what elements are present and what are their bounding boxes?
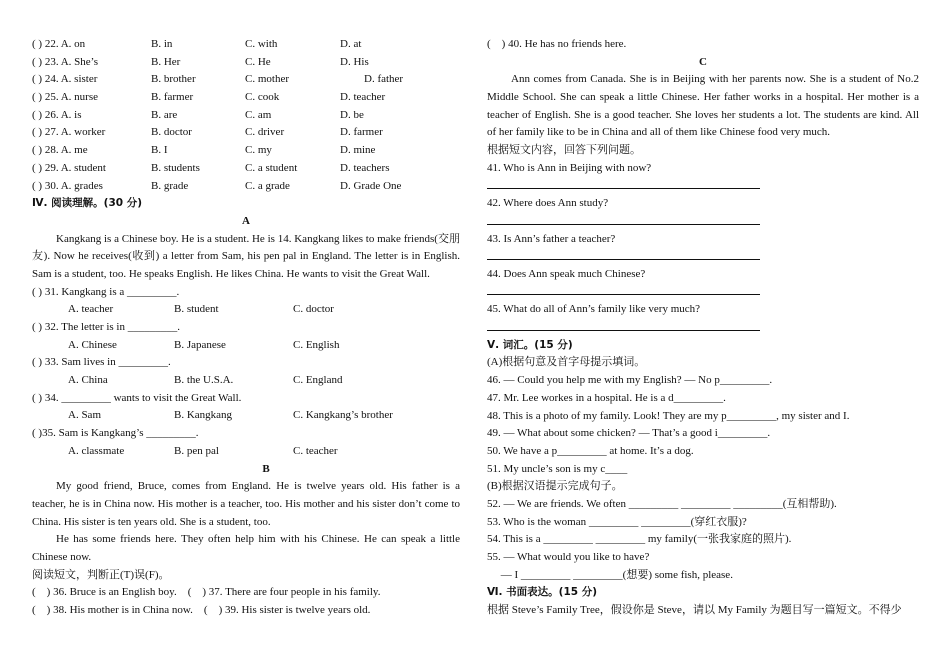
cloze-row: [32, 89, 460, 107]
cloze-question: ( ) 29. A. student: [32, 161, 106, 174]
passage-b-text-1: My good friend, Bruce, comes from England. He is twelve years old. His father is a teacher, he is in China now. His mother is a teacher, too. His mother and his sister don’t come to China. His sister is ten years old. She is a student, too.: [32, 480, 460, 528]
cloze-option-b: B. Her: [151, 55, 181, 68]
left-column: [32, 36, 460, 620]
vocab-item: 54. This is a _________ _________ my family(一张我家庭的照片).: [487, 533, 792, 546]
cloze-option-b: B. in: [151, 38, 173, 50]
cloze-option-b: B. brother: [151, 73, 196, 86]
option-c: C. English: [293, 338, 340, 351]
passage-a-title: A: [242, 214, 250, 227]
cloze-question: ( ) 22. A. on: [32, 38, 86, 50]
short-answer-question: 44. Does Ann speak much Chinese?: [487, 268, 646, 280]
cloze-row: [32, 142, 460, 160]
short-answer-question: 45. What do all of Ann’s family like very much?: [487, 303, 701, 316]
passage-c-title: C: [699, 55, 707, 68]
vocab-part-a-instruction: (A)根据句意及首字母提示填词。: [487, 356, 646, 369]
cloze-row: [32, 54, 460, 72]
cloze-options: [32, 36, 460, 195]
section-5-heading: Ⅴ. 词汇。(15 分): [487, 338, 573, 351]
cloze-question: ( ) 26. A. is: [32, 108, 82, 121]
cloze-option-c: C. with: [245, 38, 278, 50]
section-4-heading: Ⅳ. 阅读理解。(30 分): [32, 197, 143, 210]
cloze-option-b: B. grade: [151, 179, 189, 192]
cloze-option-c: C. a student: [245, 161, 298, 174]
option-a: A. Sam: [68, 409, 101, 422]
vocab-item: 50. We have a p_________ at home. It’s a dog.: [487, 444, 694, 457]
vocab-item: 47. Mr. Lee workes in a hospital. He is a d_________.: [487, 391, 726, 404]
cloze-option-c: C. mother: [245, 73, 289, 86]
cloze-option-d: D. mine: [340, 144, 376, 157]
option-b: B. student: [174, 303, 219, 316]
right-column: [487, 36, 919, 620]
option-c: C. England: [293, 374, 343, 387]
option-b: B. Kangkang: [174, 409, 233, 422]
vocab-item: 53. Who is the woman _________ _________(穿红衣服)?: [487, 515, 747, 528]
cloze-option-d: D. His: [340, 55, 369, 68]
passage-b-instruction: 阅读短文，判断正(T)误(F)。: [32, 568, 170, 581]
cloze-option-b: B. I: [151, 144, 168, 157]
answer-line: [487, 319, 919, 337]
cloze-option-b: B. are: [151, 108, 178, 121]
tf-question-38-39: ( ) 38. His mother is in China now. ( ) 39. His sister is twelve years old.: [32, 604, 371, 617]
vocab-item: 55. — What would you like to have?: [487, 551, 650, 563]
vocab-item: 46. — Could you help me with my English? — No p_________.: [487, 374, 773, 387]
cloze-row: [32, 160, 460, 178]
cloze-option-b: B. farmer: [151, 91, 194, 104]
cloze-question: ( ) 28. A. me: [32, 144, 88, 157]
cloze-question: ( ) 23. A. She’s: [32, 55, 98, 68]
option-a: A. classmate: [68, 444, 125, 457]
passage-a-text: Kangkang is a Chinese boy. He is a student. He is 14. Kangkang likes to make friends(交朋友). Now he receives(收到) a letter from Sam, his pen pal in England. The letter is in English. Sam is a student, too. He speaks English. He likes China. He wants to visit the Great Wall.: [32, 232, 460, 280]
option-a: A. China: [68, 374, 108, 387]
cloze-option-b: B. doctor: [151, 126, 192, 139]
option-b: B. pen pal: [174, 444, 219, 457]
cloze-option-d: D. father: [364, 73, 404, 86]
cloze-option-d: D. teacher: [340, 91, 386, 104]
vocab-part-a-items: [487, 372, 919, 478]
tf-question-40: ( ) 40. He has no friends here.: [487, 38, 627, 50]
cloze-row: [32, 36, 460, 54]
passage-b-text-2: He has some friends here. They often help him with his Chinese. He can speak a little Chinese now.: [32, 533, 460, 564]
cloze-question: ( ) 27. A. worker: [32, 126, 106, 139]
section-6-heading: Ⅵ. 书面表达。(15 分): [487, 586, 598, 599]
question-stem: ( )35. Sam is Kangkang’s _________.: [32, 427, 199, 440]
cloze-row: [32, 71, 460, 89]
passage-a-questions: [32, 284, 460, 461]
cloze-option-d: D. at: [340, 38, 362, 50]
cloze-question: ( ) 25. A. nurse: [32, 91, 98, 104]
cloze-option-b: B. students: [151, 161, 200, 174]
question-stem: ( ) 34. _________ wants to visit the Great Wall.: [32, 391, 242, 404]
answer-options: [32, 443, 460, 461]
cloze-row: [32, 178, 460, 196]
short-answer-question: 42. Where does Ann study?: [487, 197, 609, 210]
short-answer-question: 43. Is Ann’s father a teacher?: [487, 232, 616, 245]
cloze-question: ( ) 24. A. sister: [32, 73, 98, 86]
cloze-question: ( ) 30. A. grades: [32, 179, 103, 192]
answer-line: [487, 248, 919, 266]
option-c: C. teacher: [293, 444, 338, 457]
answer-line: [487, 213, 919, 231]
cloze-option-c: C. cook: [245, 91, 280, 104]
cloze-option-c: C. He: [245, 55, 271, 68]
option-a: A. Chinese: [68, 338, 117, 351]
answer-options: [32, 407, 460, 425]
short-answer-question: 41. Who is Ann in Beijing with now?: [487, 161, 652, 174]
cloze-option-d: D. teachers: [340, 161, 390, 174]
cloze-row: [32, 124, 460, 142]
option-b: B. the U.S.A.: [174, 374, 234, 387]
answer-line: [487, 284, 919, 302]
passage-c-instruction: 根据短文内容，回答下列问题。: [487, 144, 641, 157]
option-c: C. Kangkang’s brother: [293, 409, 393, 422]
question-stem: ( ) 33. Sam lives in _________.: [32, 356, 171, 369]
option-a: A. teacher: [68, 303, 114, 316]
question-stem: ( ) 32. The letter is in _________.: [32, 321, 180, 334]
answer-line: [487, 178, 919, 196]
cloze-option-d: D. be: [340, 108, 364, 121]
option-b: B. Japanese: [174, 338, 226, 351]
cloze-option-c: C. a grade: [245, 179, 290, 192]
vocab-part-b-items: [487, 496, 919, 584]
tf-question-36-37: ( ) 36. Bruce is an English boy. ( ) 37. There are four people in his family.: [32, 586, 381, 599]
option-c: C. doctor: [293, 303, 334, 316]
passage-b-title: B: [262, 462, 270, 475]
vocab-item: 52. — We are friends. We often _________ _________ _________(互相帮助).: [487, 497, 837, 510]
cloze-option-d: D. farmer: [340, 126, 383, 139]
passage-c-text: Ann comes from Canada. She is in Beijing with her parents now. She is a student of No.2 Middle School. She can speak a little Chinese. Her father works in a hospital. Her mother is a teacher of English. She is a good teacher. She loves her students a lot. The students are kind. All of her family like to be in China and all of them like Chinese food very much.: [487, 73, 919, 139]
vocab-part-b-instruction: (B)根据汉语提示完成句子。: [487, 480, 623, 493]
cloze-option-c: C. my: [245, 144, 272, 157]
cloze-option-c: C. am: [245, 108, 272, 121]
answer-options: [32, 337, 460, 355]
question-stem: ( ) 31. Kangkang is a _________.: [32, 285, 180, 298]
cloze-option-d: D. Grade One: [340, 179, 402, 192]
vocab-item: 49. — What about some chicken? — That’s a good i_________.: [487, 427, 771, 440]
answer-options: [32, 301, 460, 319]
vocab-item: — I _________ _________(想要) some fish, please.: [487, 568, 733, 581]
answer-options: [32, 372, 460, 390]
passage-c-questions: [487, 160, 919, 337]
vocab-item: 48. This is a photo of my family. Look! They are my p_________, my sister and I.: [487, 409, 850, 422]
cloze-option-c: C. driver: [245, 126, 285, 139]
writing-instruction: 根据 Steve’s Family Tree，假设你是 Steve，请以 My Family 为题目写一篇短文。不得少: [487, 604, 902, 617]
cloze-row: [32, 107, 460, 125]
vocab-item: 51. My uncle’s son is my c____: [487, 462, 628, 475]
